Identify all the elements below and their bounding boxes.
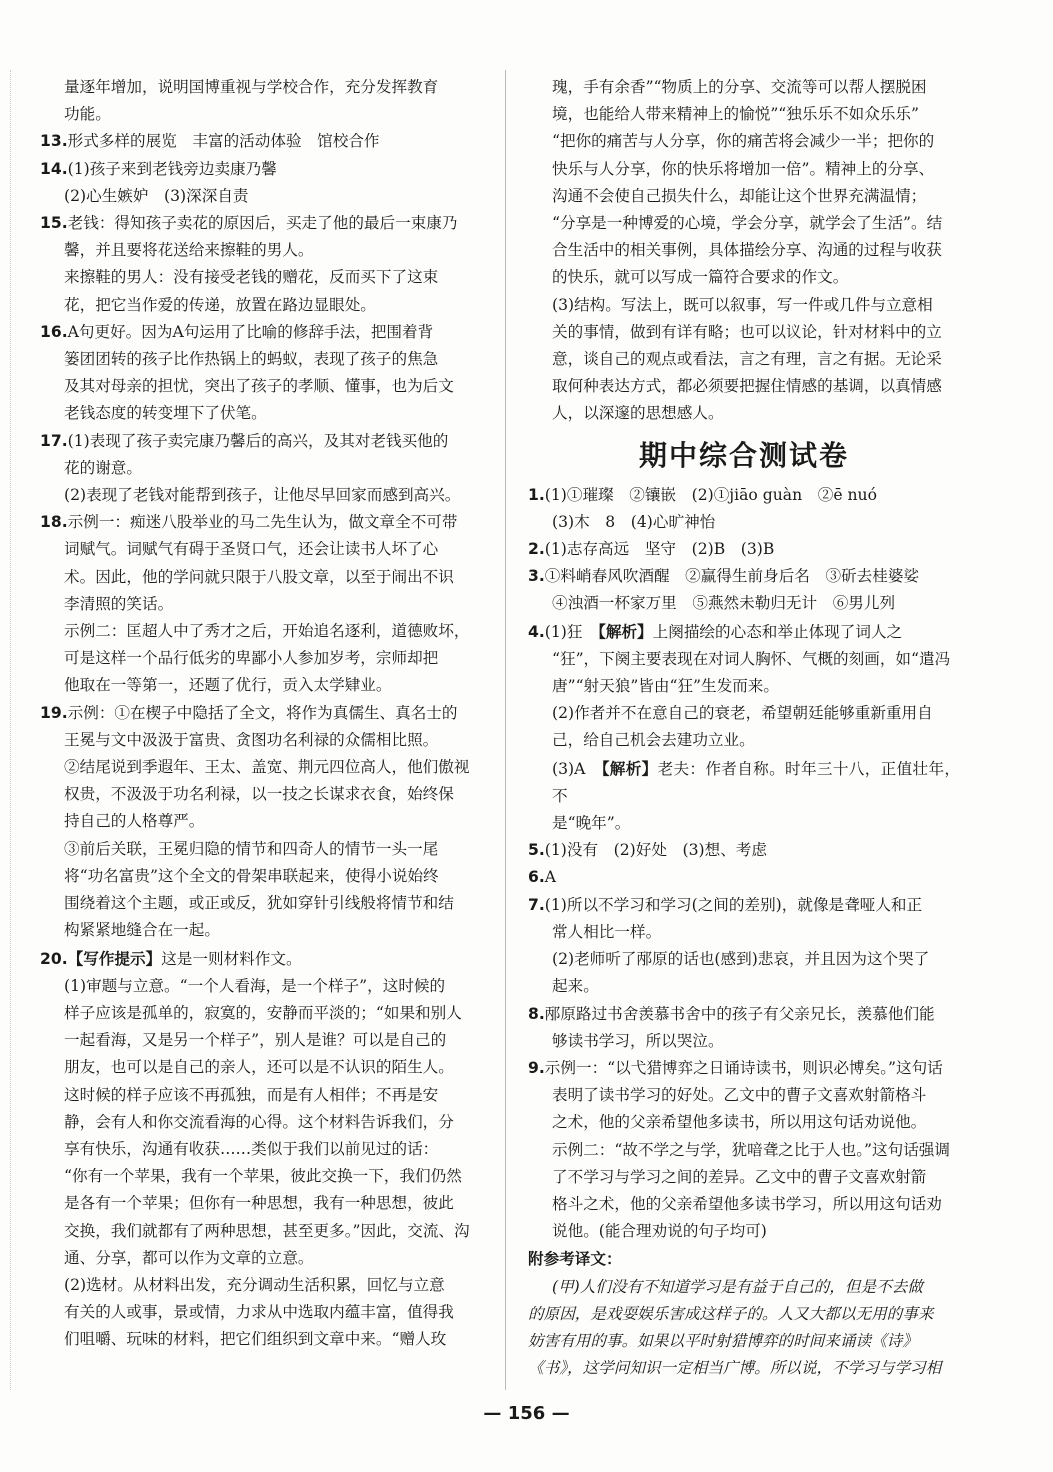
line-text: 示例二：匡超人中了秀才之后，开始追名逐利，道德败坏， bbox=[64, 622, 470, 641]
text-line bbox=[528, 837, 960, 864]
analysis-label: 【解析】 bbox=[598, 621, 653, 641]
text-line bbox=[40, 1054, 480, 1081]
line-text: (2)心生嫉妒 (3)深深自责 bbox=[64, 186, 249, 205]
text-line bbox=[40, 156, 480, 183]
line-text: 老钱态度的转变埋下了伏笔。 bbox=[64, 404, 267, 423]
question-number: 1. bbox=[528, 485, 545, 504]
line-text: 馨，并且要将花送给来擦鞋的男人。 bbox=[64, 241, 314, 260]
line-text: ②结尾说到季遐年、王太、盖宽、荆元四位高人，他们傲视 bbox=[64, 758, 470, 777]
text-line bbox=[528, 563, 960, 590]
text-line bbox=[40, 863, 480, 890]
line-text: (1)表现了孩子卖完康乃馨后的高兴，及其对老钱买他的 bbox=[67, 431, 449, 450]
line-text: 篓团团转的孩子比作热锅上的蚂蚁，表现了孩子的焦急 bbox=[64, 350, 439, 369]
text-line bbox=[40, 319, 480, 346]
line-text: 老钱：得知孩子卖花的原因后，买走了他的最后一束康乃 bbox=[67, 214, 458, 233]
text-line bbox=[528, 1164, 960, 1191]
question-number: 4. bbox=[528, 622, 545, 641]
text-line bbox=[528, 482, 960, 509]
line-text: 表明了读书学习的好处。乙文中的曹子文喜欢射箭格斗 bbox=[552, 1086, 927, 1105]
text-line bbox=[528, 101, 960, 128]
line-text: 是“晚年”。 bbox=[552, 814, 631, 833]
question-number: 18. bbox=[40, 513, 68, 532]
line-text: 格斗之术，他的父亲希望他多读书学习，所以用这句话劝 bbox=[552, 1194, 942, 1213]
line-text: 形式多样的展览 丰富的活动体验 馆校合作 bbox=[67, 132, 380, 151]
line-text: (2)表现了老钱对能帮到孩子，让他尽早回家而感到高兴。 bbox=[64, 486, 461, 505]
text-line bbox=[40, 618, 480, 645]
line-text: 意，谈自己的观点或看法，言之有理，言之有据。无论采 bbox=[552, 350, 942, 369]
text-line bbox=[528, 1328, 960, 1355]
line-text: 的原因，是戏耍娱乐害成这样子的。人又大都以无用的事来 bbox=[528, 1304, 934, 1323]
text-line bbox=[40, 945, 480, 973]
text-line bbox=[40, 781, 480, 808]
line-text: 说他。(能合理劝说的句子均可) bbox=[552, 1222, 767, 1241]
line-text: 量逐年增加，说明国博重视与学校合作，充分发挥教育 bbox=[64, 78, 439, 96]
right-column bbox=[528, 74, 960, 1382]
text-line bbox=[528, 346, 960, 373]
text-line bbox=[40, 1326, 480, 1353]
right-top-block bbox=[528, 74, 960, 428]
line-text: 快乐与人分享，你的快乐将增加一倍”。精神上的分享、 bbox=[552, 159, 935, 178]
text-line bbox=[40, 645, 480, 672]
line-text: 花，把它当作爱的传递，放置在路边显眼处。 bbox=[64, 295, 376, 314]
line-text: 术。因此，他的学问就只限于八股文章，以至于闹出不识 bbox=[64, 567, 454, 586]
line-text: 示例一：“以弋猎博弈之日诵诗读书，则识必博矣。”这句话 bbox=[544, 1058, 943, 1077]
text-line bbox=[528, 264, 960, 291]
line-text: 常人相比一样。 bbox=[552, 922, 662, 941]
text-line bbox=[528, 210, 960, 237]
column-divider bbox=[505, 70, 506, 1390]
subheading: 附参考译文： bbox=[528, 1249, 622, 1269]
line-text: 示例二：“故不学之与学，犹喑聋之比于人也。”这句话强调 bbox=[552, 1140, 950, 1159]
question-number: 2. bbox=[528, 540, 545, 559]
line-text: 词赋气。词赋气有碍于圣贤口气，还会让读书人坏了心 bbox=[64, 540, 439, 559]
text-line bbox=[40, 754, 480, 781]
line-text: “分享是一种博爱的心境，学会分享，就学会了生活”。结 bbox=[552, 214, 943, 233]
line-text: ④浊酒一杯家万里 ⑤燕然未勒归无计 ⑥男儿列 bbox=[552, 594, 896, 613]
text-line bbox=[40, 455, 480, 482]
text-line bbox=[528, 509, 960, 536]
line-text: 权贵，不汲汲于功名利禄，以一技之长谋求衣食，始终保 bbox=[64, 785, 454, 804]
line-text: 将“功名富贵”这个全文的骨架串联起来，使得小说始终 bbox=[64, 866, 439, 885]
text-line bbox=[528, 590, 960, 617]
line-text: ③前后关联，王冕归隐的情节和四奇人的情节一头一尾 bbox=[64, 839, 439, 858]
text-line bbox=[528, 618, 960, 646]
text-line bbox=[528, 1355, 960, 1382]
line-text: (2)老师听了邴原的话也(感到)悲哀，并且因为这个哭了 bbox=[552, 950, 930, 969]
line-text: 之术，他的父亲希望他多读书，所以用这句话劝说他。 bbox=[552, 1113, 927, 1132]
line-text: 们咀嚼、玩味的材料，把它们组织到文章中来。“赠人玫 bbox=[64, 1330, 447, 1349]
right-bottom-block bbox=[528, 482, 960, 1383]
text-line bbox=[40, 890, 480, 917]
line-text: “你有一个苹果，我有一个苹果，彼此交换一下，我们仍然 bbox=[64, 1167, 462, 1186]
question-number: 17. bbox=[40, 431, 68, 450]
text-line bbox=[40, 1000, 480, 1027]
text-line bbox=[528, 1191, 960, 1218]
line-text: (3)A bbox=[552, 759, 602, 778]
line-text: 瑰，手有余香”“物质上的分享、交流等可以帮人摆脱困 bbox=[552, 78, 927, 96]
footer-dash-left: — bbox=[483, 1403, 502, 1424]
text-line bbox=[528, 673, 960, 700]
text-line bbox=[528, 74, 960, 101]
text-line bbox=[40, 917, 480, 944]
text-line bbox=[528, 755, 960, 810]
question-number: 15. bbox=[40, 214, 68, 233]
text-line bbox=[40, 210, 480, 237]
line-text: 持自己的人格尊严。 bbox=[64, 812, 205, 831]
text-line bbox=[528, 373, 960, 400]
line-text: “把你的痛苦与人分享，你的痛苦将会减少一半；把你的 bbox=[552, 132, 935, 151]
line-text: 功能。 bbox=[64, 105, 111, 124]
line-text: (2)作者并不在意自己的衰老，希望朝廷能够重新重用自 bbox=[552, 704, 933, 723]
text-line bbox=[40, 400, 480, 427]
text-line bbox=[528, 646, 960, 673]
text-line bbox=[528, 237, 960, 264]
text-line bbox=[40, 1190, 480, 1217]
text-line bbox=[40, 101, 480, 128]
page-footer bbox=[0, 1403, 1053, 1424]
question-number: 5. bbox=[528, 841, 545, 860]
text-line bbox=[40, 509, 480, 536]
text-line bbox=[40, 183, 480, 210]
line-text: 通、分享，都可以作为文章的立意。 bbox=[64, 1248, 314, 1267]
line-text: A bbox=[544, 868, 557, 887]
line-text: 起来。 bbox=[552, 977, 599, 996]
text-line bbox=[528, 128, 960, 155]
text-line bbox=[40, 808, 480, 835]
text-line bbox=[528, 400, 960, 427]
line-text: (1)①璀璨 ②镶嵌 (2)①jiāo guàn ②ē nuó bbox=[544, 485, 877, 504]
text-line bbox=[528, 1082, 960, 1109]
line-text: (1)狂 bbox=[544, 622, 599, 641]
text-line bbox=[528, 1245, 960, 1273]
line-text: 合生活中的相关事例，具体描绘分享、沟通的过程与收获 bbox=[552, 241, 942, 260]
text-line bbox=[528, 1137, 960, 1164]
line-text: 围绕着这个主题，或正或反，犹如穿针引线般将情节和结 bbox=[64, 894, 454, 913]
line-text: 邴原路过书舍羡慕书舍中的孩子有父亲兄长，羡慕他们能 bbox=[544, 1004, 935, 1023]
line-text: 够读书学习，所以哭泣。 bbox=[552, 1031, 724, 1050]
text-line bbox=[40, 1245, 480, 1272]
line-text: 境，也能给人带来精神上的愉悦”“独乐乐不如众乐乐” bbox=[552, 105, 919, 124]
text-line bbox=[40, 973, 480, 1000]
line-text: 这时候的样子应该不再孤独，而是有人相伴；不再是安 bbox=[64, 1085, 439, 1104]
line-text: 交换，我们就都有了两种思想，甚至更多。”因此，交流、沟 bbox=[64, 1221, 470, 1240]
text-line bbox=[528, 1055, 960, 1082]
text-line bbox=[528, 1109, 960, 1136]
line-text: 及其对母亲的担忧，突出了孩子的孝顺、懂事，也为后文 bbox=[64, 377, 454, 396]
text-line bbox=[40, 1027, 480, 1054]
question-number: 9. bbox=[528, 1058, 545, 1077]
question-number: 13. bbox=[40, 132, 68, 151]
line-text: (1)孩子来到老钱旁边卖康乃馨 bbox=[67, 159, 277, 178]
text-line bbox=[40, 264, 480, 291]
text-line bbox=[40, 428, 480, 455]
question-number: 7. bbox=[528, 895, 545, 914]
question-number: 14. bbox=[40, 159, 68, 178]
text-line bbox=[528, 919, 960, 946]
line-text: 是各有一个苹果；但你有一种思想，我有一种思想，彼此 bbox=[64, 1194, 454, 1213]
line-text: (1)所以不学习和学习(之间的差别)，就像是聋哑人和正 bbox=[544, 895, 923, 914]
line-text: 构紧紧地缝合在一起。 bbox=[64, 921, 220, 940]
text-line bbox=[528, 864, 960, 891]
line-text: 王冕与文中汲汲于富贵、贪图功名利禄的众儒相比照。 bbox=[64, 730, 439, 749]
page-number: 156 bbox=[507, 1403, 546, 1424]
line-text: (1)志存高远 坚守 (2)B (3)B bbox=[544, 540, 775, 559]
line-text: 沟通不会使自己损失什么，却能让这个世界充满温情； bbox=[552, 186, 927, 205]
text-line bbox=[528, 1218, 960, 1245]
question-number: 3. bbox=[528, 567, 545, 586]
text-line bbox=[528, 1274, 960, 1301]
hint-label: 【写作提示】 bbox=[67, 948, 162, 968]
text-line bbox=[40, 373, 480, 400]
text-line bbox=[40, 672, 480, 699]
text-line bbox=[40, 346, 480, 373]
line-text: (1)没有 (2)好处 (3)想、考虑 bbox=[544, 841, 767, 860]
line-text: 朋友，也可以是自己的亲人，还可以是不认识的陌生人。 bbox=[64, 1058, 454, 1077]
question-number: 8. bbox=[528, 1004, 545, 1023]
line-text: 关的事情，做到有详有略；也可以议论，针对材料中的立 bbox=[552, 322, 942, 341]
text-line bbox=[40, 1109, 480, 1136]
section-title: 期中综合测试卷 bbox=[638, 438, 849, 472]
text-line bbox=[528, 183, 960, 210]
text-line bbox=[528, 1001, 960, 1028]
text-line bbox=[528, 1028, 960, 1055]
text-line bbox=[528, 156, 960, 183]
analysis-label: 【解析】 bbox=[601, 758, 658, 778]
text-line bbox=[528, 892, 960, 919]
line-text: 己，给自己机会去建功立业。 bbox=[552, 731, 755, 750]
line-text: 静，会有人和你交流看海的心得。这个材料告诉我们，分 bbox=[64, 1112, 454, 1131]
text-line bbox=[528, 700, 960, 727]
line-text: 样子应该是孤单的，寂寞的，安静而平淡的；“如果和别人 bbox=[64, 1003, 462, 1022]
line-text: 这是一则材料作文。 bbox=[161, 949, 302, 968]
text-line bbox=[528, 319, 960, 346]
text-line bbox=[40, 292, 480, 319]
line-text: 享有快乐，沟通有收获……类似于我们以前见过的话： bbox=[64, 1139, 439, 1158]
line-text: (2)选材。从材料出发，充分调动生活积累，回忆与立意 bbox=[64, 1275, 445, 1294]
text-line bbox=[40, 128, 480, 155]
text-line bbox=[40, 237, 480, 264]
line-text: ①料峭春风吹酒醒 ②赢得生前身后名 ③斫去桂婆娑 bbox=[544, 567, 920, 586]
left-column bbox=[40, 74, 480, 1354]
text-line bbox=[40, 1136, 480, 1163]
text-line bbox=[528, 292, 960, 319]
line-text: 老夫：作者自称。时年三十八，正值壮年，不 bbox=[552, 759, 960, 805]
line-text: 示例一：痴迷八股举业的马二先生认为，做文章全不可带 bbox=[67, 513, 458, 532]
text-line bbox=[40, 564, 480, 591]
text-line bbox=[40, 74, 480, 101]
question-number: 19. bbox=[40, 703, 68, 722]
line-text: 妨害有用的事。如果以平时射猎博弈的时间来诵读《诗》 bbox=[528, 1331, 918, 1350]
line-text: 花的谢意。 bbox=[64, 458, 142, 477]
text-line bbox=[40, 700, 480, 727]
line-text: 《书》，这学问知识一定相当广博。所以说，不学习与学习相 bbox=[528, 1359, 942, 1378]
line-text: 唐”“射天狼”皆由“狂”生发而来。 bbox=[552, 677, 779, 696]
line-text: “狂”，下阕主要表现在对词人胸怀、气概的刻画，如“遣冯 bbox=[552, 649, 951, 668]
line-text: 他取在一等第一，还题了优行，贡入太学肄业。 bbox=[64, 676, 392, 695]
text-line bbox=[40, 1163, 480, 1190]
text-line bbox=[40, 1218, 480, 1245]
text-line bbox=[40, 591, 480, 618]
text-line bbox=[528, 727, 960, 754]
line-text: 李清照的笑话。 bbox=[64, 594, 174, 613]
line-text: (3)木 8 (4)心旷神怡 bbox=[552, 512, 716, 531]
line-text: 的快乐，就可以写成一篇符合要求的作文。 bbox=[552, 268, 849, 287]
question-number: 20. bbox=[40, 949, 68, 968]
text-line bbox=[40, 1082, 480, 1109]
line-text: 可是这样一个品行低劣的卑鄙小人参加岁考，宗师却把 bbox=[64, 649, 439, 668]
line-text: A句更好。因为A句运用了比喻的修辞手法，把围着背 bbox=[67, 322, 434, 341]
text-line bbox=[40, 836, 480, 863]
text-line bbox=[528, 946, 960, 973]
line-text: 来擦鞋的男人：没有接受老钱的赠花，反而买下了这束 bbox=[64, 268, 439, 287]
page-edge-line bbox=[10, 70, 11, 1390]
text-line bbox=[40, 1299, 480, 1326]
text-line bbox=[528, 1301, 960, 1328]
text-line bbox=[528, 536, 960, 563]
line-text: (3)结构。写法上，既可以叙事，写一件或几件与立意相 bbox=[552, 295, 933, 314]
text-line bbox=[40, 536, 480, 563]
question-number: 6. bbox=[528, 868, 545, 887]
footer-dash-right: — bbox=[551, 1403, 570, 1424]
text-line bbox=[40, 727, 480, 754]
text-line bbox=[528, 810, 960, 837]
question-number: 16. bbox=[40, 322, 68, 341]
line-text: 取何种表达方式，都必须要把握住情感的基调，以真情感 bbox=[552, 377, 942, 396]
line-text: 有关的人或事，景或情，力求从中选取内蕴丰富，值得我 bbox=[64, 1303, 454, 1322]
line-text: 了不学习与学习之间的差异。乙文中的曹子文喜欢射箭 bbox=[552, 1167, 927, 1186]
text-line bbox=[40, 482, 480, 509]
line-text: 示例：①在楔子中隐括了全文，将作为真儒生、真名士的 bbox=[67, 703, 458, 722]
line-text: 上阕描绘的心态和举止体现了词人之 bbox=[652, 622, 903, 641]
text-line bbox=[528, 973, 960, 1000]
line-text: 一起看海，又是另一个样子”，别人是谁？可以是自己的 bbox=[64, 1031, 447, 1050]
line-text: (1)审题与立意。“一个人看海，是一个样子”，这时候的 bbox=[64, 976, 446, 995]
text-line bbox=[40, 1272, 480, 1299]
line-text: 人，以深邃的思想感人。 bbox=[552, 404, 724, 423]
line-text: (甲)人们没有不知道学习是有益于自己的，但是不去做 bbox=[552, 1277, 923, 1296]
